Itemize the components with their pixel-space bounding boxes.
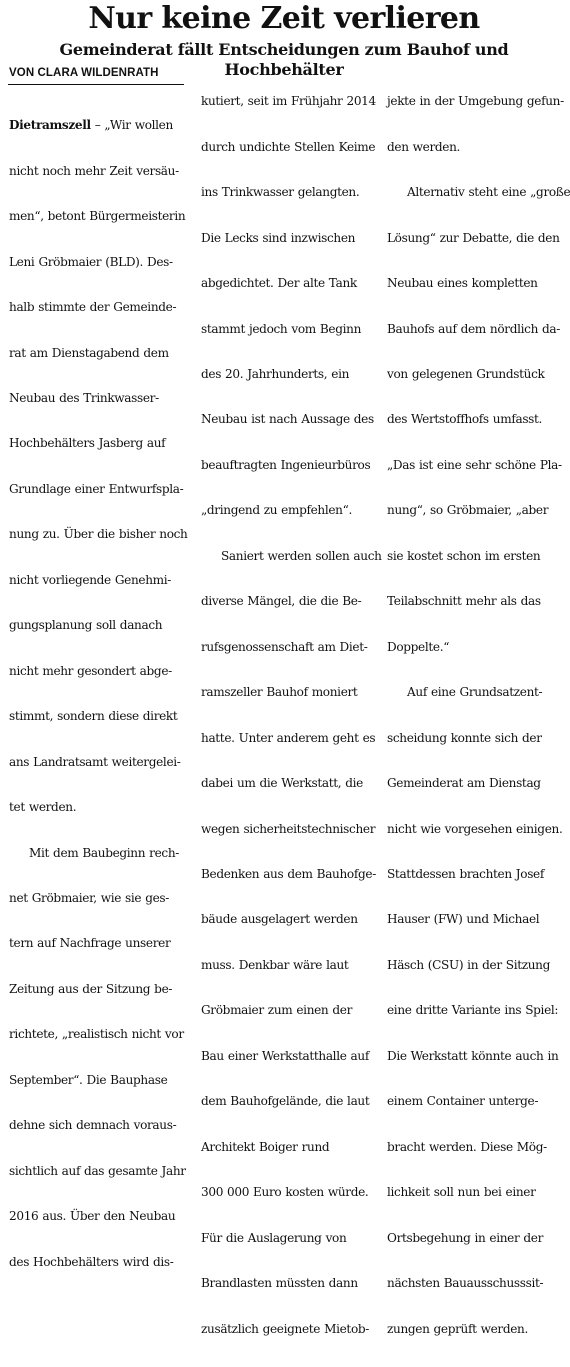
byline-rule [8, 84, 184, 85]
text-line: 2016 aus. Über den Neubau [9, 1209, 176, 1224]
text-line: gungsplanung soll danach [9, 618, 163, 633]
text-line: durch undichte Stellen Keime [201, 139, 376, 154]
text-line: ramszeller Bauhof moniert [201, 685, 358, 700]
text-line: Die Werkstatt könnte auch in [387, 1048, 559, 1063]
text-line: rat am Dienstagabend dem [9, 345, 169, 360]
text-line: Die Lecks sind inzwischen [201, 230, 356, 245]
text-line: „Das ist eine sehr schöne Pla- [387, 457, 562, 472]
text-line: Stattdessen brachten Josef [387, 867, 544, 882]
text-line: eine dritte Variante ins Spiel: [387, 1003, 559, 1018]
text-line: tet werden. [9, 800, 77, 815]
text-line: ans Landratsamt weitergelei- [9, 754, 181, 769]
text-line: nicht noch mehr Zeit versäu- [9, 163, 179, 178]
text-line: 300 000 Euro kosten würde. [201, 1185, 369, 1200]
text-line: Auf eine Grundsatzent- [407, 685, 543, 700]
text-line: Bedenken aus dem Bauhofge- [201, 867, 376, 882]
text-line: dehne sich demnach voraus- [9, 1118, 177, 1133]
text-line: abgedichtet. Der alte Tank [201, 276, 357, 291]
text-line: des Wertstoffhofs umfasst. [387, 412, 543, 427]
text-line: hatte. Unter anderem geht es [201, 730, 376, 745]
text-line: Teilabschnitt mehr als das [387, 594, 541, 609]
text-line: zusätzlich geeignete Mietob- [201, 1321, 370, 1336]
text-line: sie kostet schon im ersten [387, 548, 541, 563]
text-line: dabei um die Werkstatt, die [201, 776, 363, 791]
text-line: Bauhofs auf dem nördlich da- [387, 321, 560, 336]
text-line: beauftragten Ingenieurbüros [201, 457, 371, 472]
text-line: Mit dem Baubeginn rech- [29, 845, 180, 860]
text-line: Leni Gröbmaier (BLD). Des- [9, 254, 173, 269]
text-line: nicht vorliegende Genehmi- [9, 572, 172, 587]
text-line: net Gröbmaier, wie sie ges- [9, 891, 169, 906]
text-line: Dietramszell – „Wir wollen [9, 118, 173, 133]
text-line: September“. Die Bauphase [9, 1072, 168, 1087]
text-line: Gemeinderat am Dienstag [387, 776, 541, 791]
text-line: Ortsbegehung in einer der [387, 1230, 544, 1245]
text-line: dem Bauhofgelände, die laut [201, 1094, 370, 1109]
text-line: Hochbehälters Jasberg auf [9, 436, 166, 451]
text-line: bracht werden. Diese Mög- [387, 1139, 547, 1154]
text-line: Neubau des Trinkwasser- [9, 391, 159, 406]
text-line: men“, betont Bürgermeisterin [9, 209, 186, 224]
text-line: muss. Denkbar wäre laut [201, 957, 349, 972]
text-line: Für die Auslagerung von [201, 1230, 347, 1245]
text-line: diverse Mängel, die die Be- [201, 594, 362, 609]
text-line: Architekt Boiger rund [201, 1139, 330, 1154]
text-line: von gelegenen Grundstück [387, 367, 545, 382]
text-line: lichkeit soll nun bei einer [387, 1185, 536, 1200]
text-line: Neubau eines kompletten [387, 276, 538, 291]
article-column-3 [387, 64, 570, 1367]
text-line: einem Container unterge- [387, 1094, 539, 1109]
text-line: Hauser (FW) und Michael [387, 912, 540, 927]
text-line: den werden. [387, 139, 461, 154]
text-line: Gröbmaier zum einen der [201, 1003, 352, 1018]
text-line: Bau einer Werkstatthalle auf [201, 1048, 369, 1063]
text-line: Zeitung aus der Sitzung be- [9, 981, 173, 996]
text-line: bäude ausgelagert werden [201, 912, 358, 927]
text-line: jekte in der Umgebung gefun- [387, 94, 564, 109]
text-line: des 20. Jahrhunderts, ein [201, 367, 350, 382]
text-line: wegen sicherheitstechnischer [201, 821, 376, 836]
text-line: Alternativ steht eine „große [407, 185, 570, 200]
text-line: nung zu. Über die bisher noch [9, 527, 188, 542]
text-line: Saniert werden sollen auch [221, 548, 382, 563]
article-column-2 [201, 64, 382, 1367]
text-line: richtete, „realistisch nicht vor [9, 1027, 184, 1042]
subheadline: Gemeinderat fällt Entscheidungen zum Bauhof und Hochbehälter [59, 40, 509, 79]
text-line: Neubau ist nach Aussage des [201, 412, 374, 427]
place-name: Dietramszell [9, 118, 91, 133]
text-line: Brandlasten müssten dann [201, 1276, 358, 1291]
text-line: Häsch (CSU) in der Sitzung [387, 957, 551, 972]
article-column-1 [9, 88, 188, 1300]
text-line: tern auf Nachfrage unserer [9, 936, 171, 951]
text-line: Doppelte.“ [387, 639, 450, 654]
text-line: Grundlage einer Entwurfspla- [9, 481, 184, 496]
text-line: nicht wie vorgesehen einigen. [387, 821, 563, 836]
headline: Nur keine Zeit verlieren [88, 1, 480, 36]
text-line: Lösung“ zur Debatte, die den [387, 230, 560, 245]
text-line: nicht mehr gesondert abge- [9, 663, 172, 678]
text-line: halb stimmte der Gemeinde- [9, 300, 177, 315]
text-line: nung“, so Gröbmaier, „aber [387, 503, 549, 518]
text-line: kutiert, seit im Frühjahr 2014 [201, 94, 376, 109]
text-line: zungen geprüft werden. [387, 1321, 528, 1336]
text-line: nächsten Bauausschusssit- [387, 1276, 544, 1291]
text-line: scheidung konnte sich der [387, 730, 542, 745]
byline: VON CLARA WILDENRATH [9, 67, 159, 79]
text-line: rufsgenossenschaft am Diet- [201, 639, 368, 654]
text-line: stammt jedoch vom Beginn [201, 321, 362, 336]
text-line: „dringend zu empfehlen“. [201, 503, 352, 518]
text-line: stimmt, sondern diese direkt [9, 709, 178, 724]
text-line: des Hochbehälters wird dis- [9, 1254, 174, 1269]
text-line: ins Trinkwasser gelangten. [201, 185, 360, 200]
text-line: sichtlich auf das gesamte Jahr [9, 1163, 186, 1178]
